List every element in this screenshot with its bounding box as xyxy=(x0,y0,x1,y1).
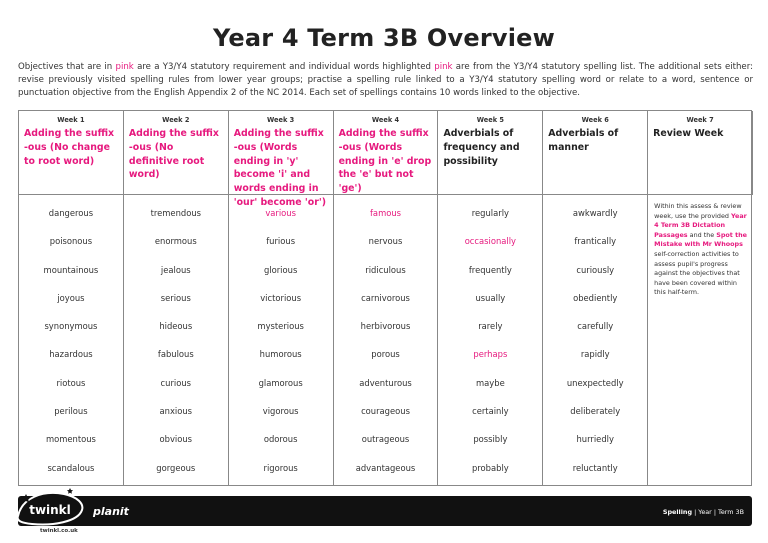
spelling-word: synonymous xyxy=(44,321,98,332)
review-link-whoops: Spot the Mistake with Mr Whoops xyxy=(654,230,748,249)
spelling-word: occasionally xyxy=(464,236,517,247)
spelling-word: jealous xyxy=(160,264,191,275)
week-label: Week 1 xyxy=(57,116,85,124)
spelling-word: poisonous xyxy=(49,236,93,247)
planit-brand: planit xyxy=(93,505,129,518)
twinkl-logo xyxy=(12,480,88,530)
spelling-word: furious xyxy=(266,236,296,247)
twinkl-logo-text: twinkl xyxy=(29,503,71,517)
spelling-word: carnivorous xyxy=(361,292,410,303)
spelling-word: anxious xyxy=(159,406,193,417)
spelling-word: outrageous xyxy=(361,434,410,445)
footer-caption xyxy=(663,508,744,516)
spelling-word: hazardous xyxy=(49,349,93,360)
week-objective: Adding the suffix -ous (Words ending in 'e' drop the 'e' but not 'ge') xyxy=(338,128,432,195)
spelling-word: herbivorous xyxy=(360,321,411,332)
word-list-week-3 xyxy=(229,195,334,485)
spelling-word: perhaps xyxy=(473,349,508,360)
review-link-dictation: Year 4 Term 3B Dictation Passages xyxy=(654,211,747,239)
spelling-word: glorious xyxy=(263,264,298,275)
spelling-word: fabulous xyxy=(157,349,194,360)
spelling-word: dangerous xyxy=(48,208,94,218)
intro-text-3: are from the Y3/Y4 statutory spelling list. The additional sets either: revise previously visited spelling rules from lower year groups; practise a spelling rule linked to a Y3/Y4 statutory spelling word or relate to a word, sentence or punctuation objective from the English Appendix 2 of the NC 2014. Each set of spellings contains 10 words linked to the objective. xyxy=(18,62,753,99)
spelling-word: famous xyxy=(369,208,402,218)
spelling-word: rapidly xyxy=(580,349,610,360)
spelling-word: mysterious xyxy=(257,321,304,332)
word-list-week-5 xyxy=(438,195,543,485)
spelling-word: joyous xyxy=(57,292,85,303)
overview-table xyxy=(18,110,752,486)
spelling-word: gorgeous xyxy=(156,462,196,473)
intro-pink-2: pink xyxy=(434,62,453,72)
word-list-week-2 xyxy=(124,195,229,485)
week-label: Week 2 xyxy=(162,116,190,124)
spelling-word: frantically xyxy=(574,236,617,247)
spelling-word: advantageous xyxy=(355,462,416,473)
spelling-word: odorous xyxy=(263,434,298,445)
spelling-word: awkwardly xyxy=(572,208,618,218)
spelling-word: riotous xyxy=(56,377,86,388)
spelling-word: perilous xyxy=(54,406,88,417)
intro-pink-1: pink xyxy=(115,62,134,72)
week-label: Week 5 xyxy=(476,116,504,124)
page-title: Year 4 Term 3B Overview xyxy=(213,24,555,52)
spelling-word: unexpectedly xyxy=(566,377,624,388)
spelling-word: scandalous xyxy=(47,462,95,473)
word-list-week-6 xyxy=(543,195,648,485)
week-objective: Adverbials of manner xyxy=(548,128,619,153)
spelling-word: hideous xyxy=(159,321,193,332)
review-text-1: Within this assess & review week, use the provided xyxy=(654,202,742,220)
spelling-word: reluctantly xyxy=(572,462,618,473)
week-objective: Adding the suffix -ous (No change to root word) xyxy=(24,128,115,167)
week-header-1 xyxy=(19,111,124,195)
week-label: Week 3 xyxy=(267,116,295,124)
spelling-word: nervous xyxy=(368,236,403,247)
spelling-word: obvious xyxy=(159,434,193,445)
week-objective: Adding the suffix -ous (Words ending in 'y' become 'i' and words ending in 'our' become 'or') xyxy=(233,128,327,208)
week-label: Week 7 xyxy=(686,116,714,124)
week-header-4 xyxy=(334,111,439,195)
intro-paragraph xyxy=(18,61,753,101)
week-header-7 xyxy=(648,111,753,195)
spelling-word: certainly xyxy=(472,406,509,417)
footer-caption-rest: | Year | Term 3B xyxy=(692,508,744,516)
spelling-word: enormous xyxy=(154,236,197,247)
spelling-word: victorious xyxy=(260,292,302,303)
spelling-word: vigorous xyxy=(262,406,299,417)
spelling-word: regularly xyxy=(471,208,509,218)
word-list-week-1 xyxy=(19,195,124,485)
spelling-word: maybe xyxy=(476,377,505,388)
spelling-word: rarely xyxy=(478,321,503,332)
week-objective: Adverbials of frequency and possibility xyxy=(443,128,520,167)
spelling-word: adventurous xyxy=(359,377,412,388)
spelling-word: curious xyxy=(160,377,192,388)
review-week-text xyxy=(648,195,753,485)
site-url: twinkl.co.uk xyxy=(40,528,78,534)
week-objective: Review Week xyxy=(653,128,724,139)
spelling-word: porous xyxy=(371,349,400,360)
spelling-word: hurriedly xyxy=(576,434,614,445)
word-list-week-4 xyxy=(334,195,439,485)
spelling-word: various xyxy=(265,208,296,218)
spelling-word: usually xyxy=(475,292,506,303)
spelling-word: obediently xyxy=(573,292,618,303)
week-label: Week 4 xyxy=(371,116,400,124)
spelling-word: glamorous xyxy=(258,377,303,388)
intro-text-2: are a Y3/Y4 statutory requirement and individual words highlighted xyxy=(133,62,435,72)
week-header-5 xyxy=(438,111,543,195)
week-header-6 xyxy=(543,111,648,195)
week-label: Week 6 xyxy=(581,116,609,124)
spelling-word: courageous xyxy=(361,406,410,417)
spelling-word: serious xyxy=(160,292,191,303)
spelling-word: deliberately xyxy=(570,406,621,417)
intro-text-1: Objectives that are in xyxy=(18,62,116,72)
spelling-word: momentous xyxy=(45,434,96,445)
review-text-2: and the xyxy=(687,230,717,239)
spelling-word: frequently xyxy=(468,264,512,275)
review-text-3: self-correction activities to assess pupil's progress against the objectives that have been covered within this half-term. xyxy=(654,249,740,297)
spelling-word: mountainous xyxy=(43,264,99,275)
spelling-word: tremendous xyxy=(150,208,201,218)
week-objective: Adding the suffix -ous (No definitive root word) xyxy=(128,128,219,181)
footer-caption-bold: Spelling xyxy=(662,508,693,516)
spelling-word: carefully xyxy=(577,321,614,332)
spelling-word: rigorous xyxy=(263,462,298,473)
spelling-word: probably xyxy=(471,462,509,473)
spelling-word: curiously xyxy=(576,264,615,275)
spelling-word: ridiculous xyxy=(365,264,406,275)
spelling-word: possibly xyxy=(473,434,508,445)
week-header-2 xyxy=(124,111,229,195)
week-header-3 xyxy=(229,111,334,208)
spelling-word: humorous xyxy=(259,349,302,360)
